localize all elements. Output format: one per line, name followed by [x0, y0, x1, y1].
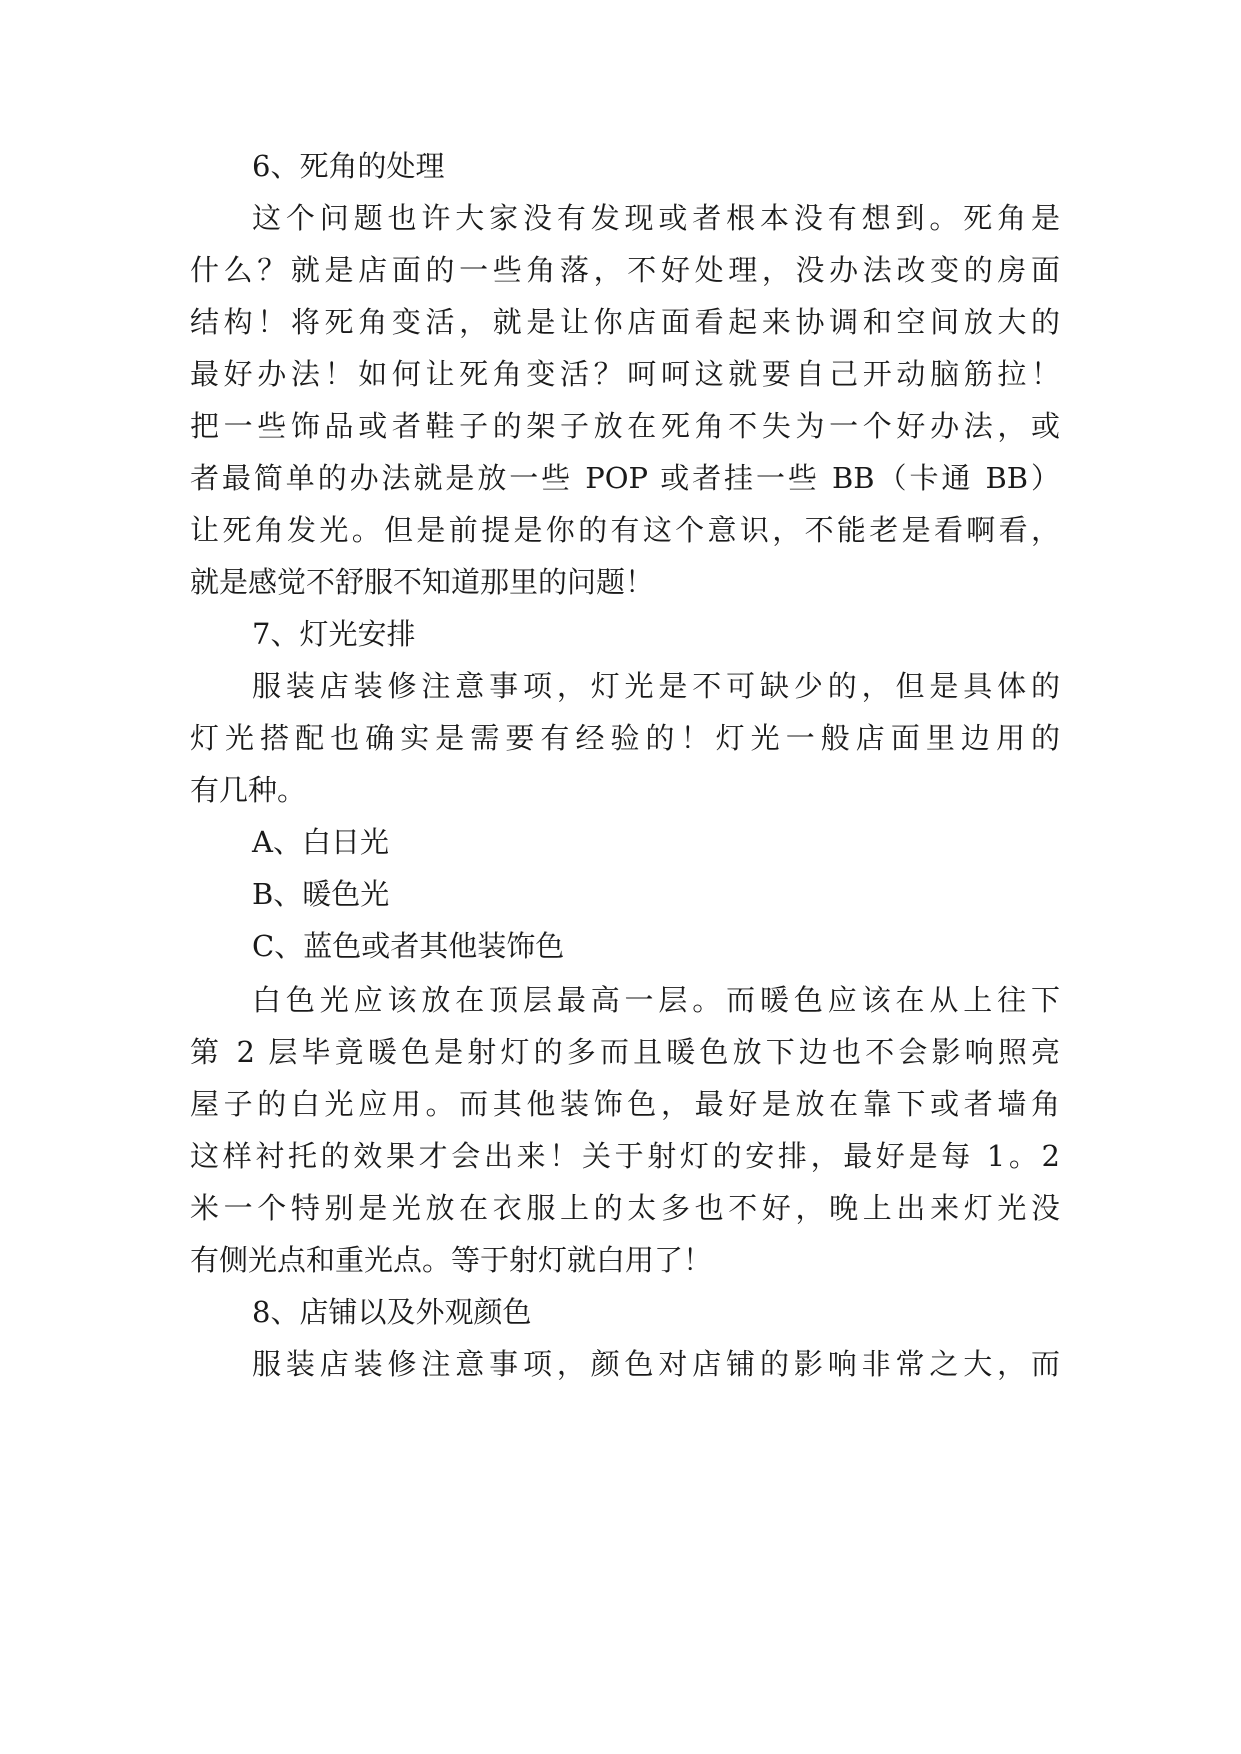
paragraph-line: 米一个特别是光放在衣服上的太多也不好，晚上出来灯光没 — [190, 1191, 1060, 1225]
paragraph-line: 服装店装修注意事项，颜色对店铺的影响非常之大，而 — [252, 1347, 1060, 1381]
list-item: C、蓝色或者其他装饰色 — [252, 929, 565, 963]
section-heading: 7、灯光安排 — [252, 617, 416, 651]
paragraph-line: 这个问题也许大家没有发现或者根本没有想到。死角是 — [252, 201, 1060, 235]
paragraph-line: 服装店装修注意事项，灯光是不可缺少的，但是具体的 — [252, 669, 1060, 703]
paragraph-line: 第 2 层毕竟暖色是射灯的多而且暖色放下边也不会影响照亮 — [190, 1035, 1060, 1069]
paragraph-line: 让死角发光。但是前提是你的有这个意识，不能老是看啊看， — [190, 513, 1060, 547]
paragraph-line: 有侧光点和重光点。等于射灯就白用了！ — [190, 1243, 713, 1277]
section-heading: 6、死角的处理 — [252, 149, 445, 183]
paragraph-line: 有几种。 — [190, 773, 307, 807]
list-item: B、暖色光 — [252, 877, 390, 911]
paragraph-line: 什么？就是店面的一些角落，不好处理，没办法改变的房面 — [190, 253, 1060, 287]
paragraph-line: 把一些饰品或者鞋子的架子放在死角不失为一个好办法，或 — [190, 409, 1060, 443]
paragraph-line: 最好办法！如何让死角变活？呵呵这就要自己开动脑筋拉！ — [190, 357, 1060, 391]
paragraph-line: 灯光搭配也确实是需要有经验的！灯光一般店面里边用的 — [190, 721, 1060, 755]
section-heading: 8、店铺以及外观颜色 — [252, 1295, 532, 1329]
paragraph-line: 这样衬托的效果才会出来！关于射灯的安排，最好是每 1。2 — [190, 1139, 1060, 1173]
paragraph-line: 屋子的白光应用。而其他装饰色，最好是放在靠下或者墙角 — [190, 1087, 1060, 1121]
paragraph-line: 白色光应该放在顶层最高一层。而暖色应该在从上往下 — [252, 983, 1060, 1017]
paragraph-line: 结构！将死角变活，就是让你店面看起来协调和空间放大的 — [190, 305, 1060, 339]
list-item: A、白日光 — [252, 825, 389, 859]
paragraph-line: 就是感觉不舒服不知道那里的问题！ — [190, 565, 655, 599]
paragraph-line: 者最简单的办法就是放一些 POP 或者挂一些 BB（卡通 BB） — [190, 461, 1060, 495]
